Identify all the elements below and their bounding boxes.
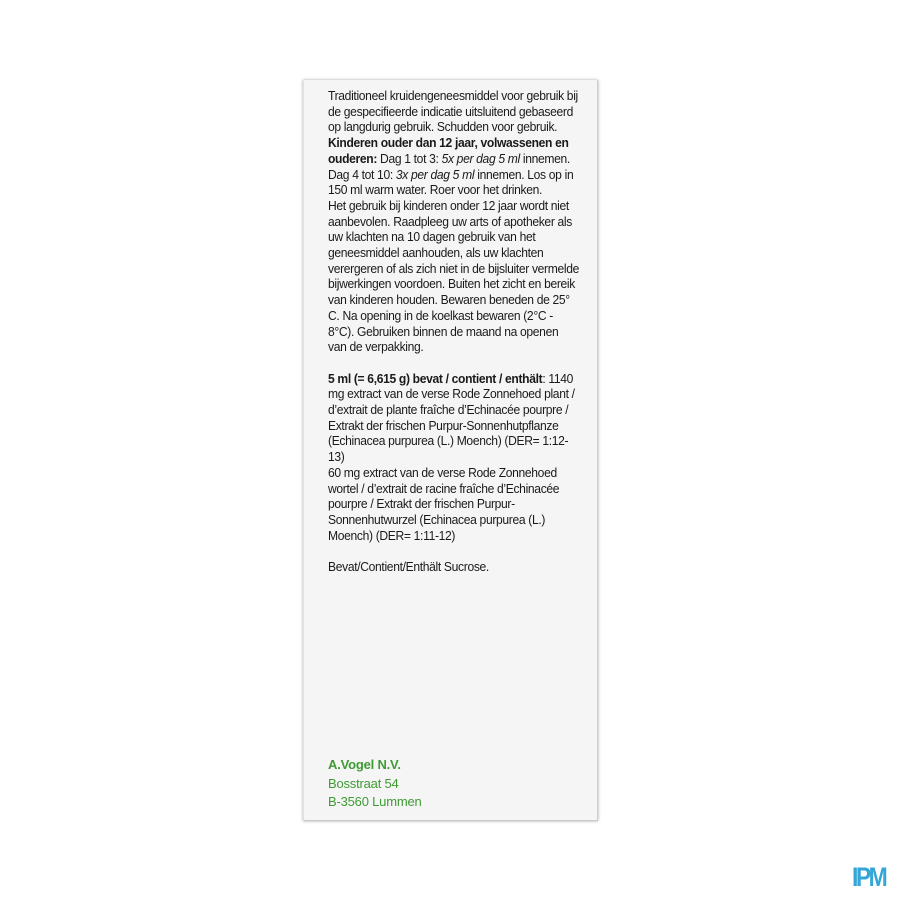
- dosage-text-c: innemen. Dag 4 tot 10:: [328, 151, 570, 182]
- composition-text: : 1140 mg extract van de verse Rode Zonnehoed plant / d’extrait de plante fraîche d’Echinacée pourpre / Extrakt der frischen Purpur-Sonnenhutpflanze (Echinacea purpurea (L.) Moench) (DER= 1:12-13): [328, 371, 575, 465]
- dosage-text-b: 5x per dag 5 ml: [441, 151, 520, 166]
- leaflet-text: [328, 89, 580, 576]
- dosage-text-d: 3x per dag 5 ml: [395, 167, 475, 182]
- composition-heading: 5 ml (= 6,615 g) bevat / contient / enthält: [328, 371, 543, 386]
- dosage-text-e: innemen. Los op in 150 ml warm water. Roer voor het drinken.: [328, 167, 574, 198]
- composition-paragraph: [328, 372, 580, 545]
- intro-paragraph: [328, 89, 580, 356]
- ipm-logo: IPM: [852, 862, 886, 892]
- manufacturer-address: [328, 756, 422, 812]
- intro-text: Traditioneel kruidengeneesmiddel voor gebruik bij de gespecifieerde indicatie uitsluitend gebaseerd op langdurig gebruik. Schudden voor gebruik.: [328, 89, 578, 135]
- company-name: A.Vogel N.V.: [328, 757, 401, 772]
- composition-root-text: 60 mg extract van de verse Rode Zonnehoed wortel / d’extrait de racine fraîche d’Echinacée pourpre / Extrakt der frischen Purpur-Sonnenhutwurzel (Echinacea purpurea (L.) Moench) (DER= 1:11-12): [328, 465, 560, 543]
- warning-text: Het gebruik bij kinderen onder 12 jaar wordt niet aanbevolen. Raadpleeg uw arts of apotheker als uw klachten na 10 dagen gebruik van het geneesmiddel aanhouden, als uw klachten verergeren of als zich niet in de bijsluiter vermelde bijwerkingen voordoen. Buiten het zicht en bereik van kinderen houden. Bewaren beneden de 25° C. Na opening in de koelkast bewaren (2°C - 8°C). Gebruiken binnen de maand na openen van de verpakking.: [328, 198, 579, 355]
- dosage-text-a: Dag 1 tot 3:: [377, 151, 442, 166]
- city-address: B-3560 Lummen: [328, 794, 422, 809]
- dosage-heading: Kinderen ouder dan 12 jaar, volwassenen en ouderen:: [328, 136, 569, 166]
- package-side-panel: [303, 80, 598, 821]
- contains-paragraph: Bevat/Contient/Enthält Sucrose.: [328, 560, 489, 575]
- street-address: Bosstraat 54: [328, 775, 399, 791]
